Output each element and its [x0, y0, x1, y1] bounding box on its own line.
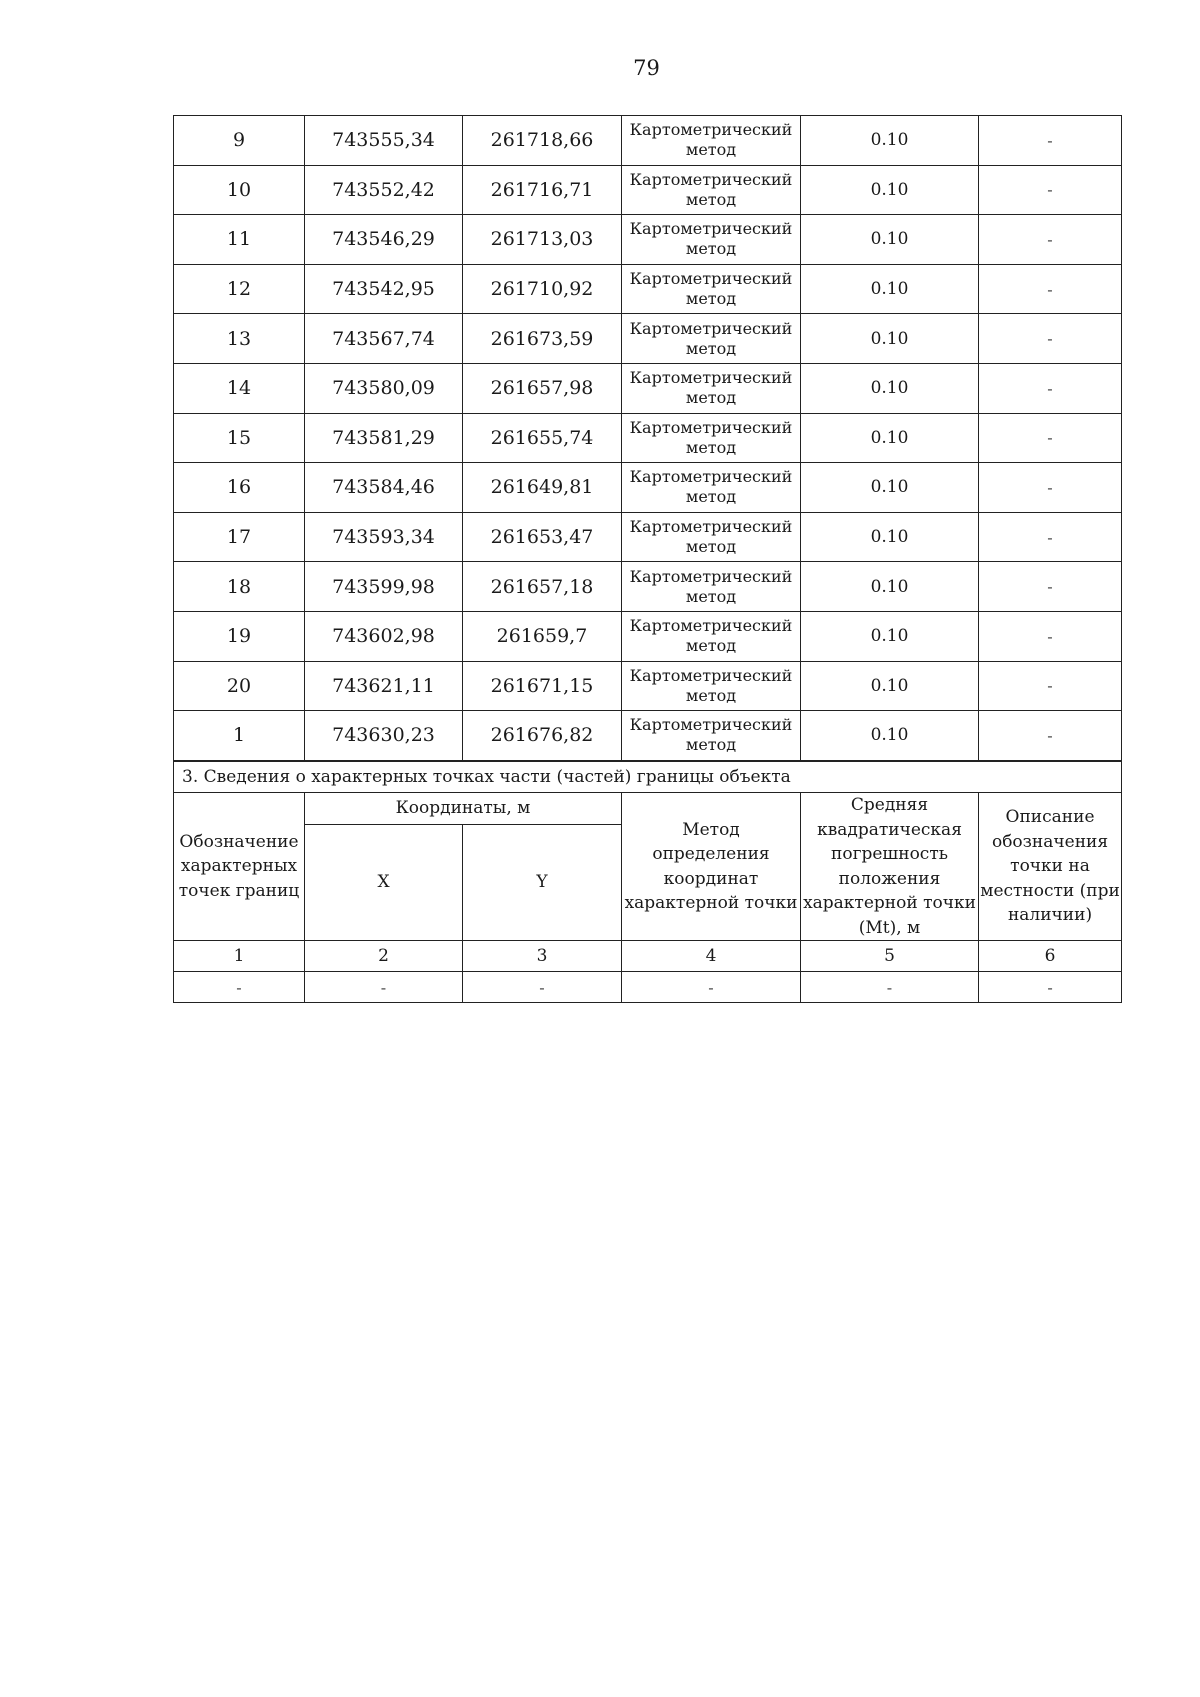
description-cell: - [979, 165, 1122, 215]
coordinate-y: 261710,92 [463, 264, 622, 314]
page-number: 79 [633, 56, 660, 80]
accuracy-cell: 0.10 [801, 314, 979, 364]
point-number: 12 [174, 264, 305, 314]
description-cell: - [979, 611, 1122, 661]
point-number: 19 [174, 611, 305, 661]
point-number: 11 [174, 215, 305, 265]
point-number: 18 [174, 562, 305, 612]
coordinate-x: 743567,74 [305, 314, 463, 364]
table-row [174, 463, 1122, 513]
section3-title-row [174, 762, 1122, 793]
empty-cell: - [463, 972, 622, 1003]
coordinate-x: 743593,34 [305, 512, 463, 562]
point-number: 16 [174, 463, 305, 513]
coordinate-x: 743555,34 [305, 116, 463, 166]
coordinate-y: 261718,66 [463, 116, 622, 166]
point-number: 17 [174, 512, 305, 562]
table-row [174, 314, 1122, 364]
accuracy-cell: 0.10 [801, 215, 979, 265]
accuracy-cell: 0.10 [801, 711, 979, 761]
coordinate-x: 743542,95 [305, 264, 463, 314]
table-row [174, 413, 1122, 463]
table-row [174, 661, 1122, 711]
description-cell: - [979, 215, 1122, 265]
method-cell: Картометрический метод [622, 661, 801, 711]
table-row [174, 264, 1122, 314]
accuracy-cell: 0.10 [801, 562, 979, 612]
boundary-points-table [173, 115, 1122, 761]
method-cell: Картометрический метод [622, 611, 801, 661]
coordinate-y: 261676,82 [463, 711, 622, 761]
table-row [174, 215, 1122, 265]
coordinate-y: 261673,59 [463, 314, 622, 364]
table-row [174, 116, 1122, 166]
point-number: 10 [174, 165, 305, 215]
table-row [174, 611, 1122, 661]
column-numbers-row [174, 941, 1122, 972]
column-number: 6 [979, 941, 1122, 972]
method-cell: Картометрический метод [622, 562, 801, 612]
description-cell: - [979, 264, 1122, 314]
method-cell: Картометрический метод [622, 215, 801, 265]
description-cell: - [979, 463, 1122, 513]
column-number: 2 [305, 941, 463, 972]
coordinate-y: 261649,81 [463, 463, 622, 513]
method-cell: Картометрический метод [622, 264, 801, 314]
column-number: 3 [463, 941, 622, 972]
coordinate-y: 261657,18 [463, 562, 622, 612]
method-cell: Картометрический метод [622, 165, 801, 215]
column-number: 4 [622, 941, 801, 972]
coordinate-y: 261653,47 [463, 512, 622, 562]
method-cell: Картометрический метод [622, 314, 801, 364]
table-row [174, 711, 1122, 761]
header-y: Y [463, 825, 622, 941]
empty-data-row [174, 972, 1122, 1003]
header-method: Метод определения координат характерной точки [622, 793, 801, 941]
empty-cell: - [622, 972, 801, 1003]
coordinate-x: 743584,46 [305, 463, 463, 513]
point-number: 15 [174, 413, 305, 463]
accuracy-cell: 0.10 [801, 512, 979, 562]
method-cell: Картометрический метод [622, 512, 801, 562]
coordinate-y: 261716,71 [463, 165, 622, 215]
coordinate-x: 743581,29 [305, 413, 463, 463]
table-row [174, 165, 1122, 215]
header-description: Описание обозначения точки на местности (при наличии) [979, 793, 1122, 941]
header-coordinates: Координаты, м [305, 793, 622, 825]
description-cell: - [979, 711, 1122, 761]
section3-table [173, 761, 1122, 1003]
accuracy-cell: 0.10 [801, 264, 979, 314]
coordinate-y: 261657,98 [463, 363, 622, 413]
point-number: 9 [174, 116, 305, 166]
method-cell: Картометрический метод [622, 463, 801, 513]
accuracy-cell: 0.10 [801, 463, 979, 513]
coordinate-x: 743621,11 [305, 661, 463, 711]
coordinate-x: 743546,29 [305, 215, 463, 265]
column-number: 5 [801, 941, 979, 972]
empty-cell: - [979, 972, 1122, 1003]
table-row [174, 512, 1122, 562]
empty-cell: - [174, 972, 305, 1003]
accuracy-cell: 0.10 [801, 116, 979, 166]
accuracy-cell: 0.10 [801, 661, 979, 711]
accuracy-cell: 0.10 [801, 611, 979, 661]
coordinate-y: 261659,7 [463, 611, 622, 661]
header-designation: Обозначение характерных точек границ [174, 793, 305, 941]
description-cell: - [979, 413, 1122, 463]
method-cell: Картометрический метод [622, 413, 801, 463]
coordinate-x: 743599,98 [305, 562, 463, 612]
description-cell: - [979, 661, 1122, 711]
section3-title: 3. Сведения о характерных точках части (частей) границы объекта [174, 762, 1122, 793]
header-accuracy: Средняя квадратическая погрешность положения характерной точки (Mt), м [801, 793, 979, 941]
method-cell: Картометрический метод [622, 116, 801, 166]
coordinate-x: 743580,09 [305, 363, 463, 413]
empty-cell: - [305, 972, 463, 1003]
description-cell: - [979, 562, 1122, 612]
method-cell: Картометрический метод [622, 363, 801, 413]
coordinate-y: 261655,74 [463, 413, 622, 463]
method-cell: Картометрический метод [622, 711, 801, 761]
description-cell: - [979, 314, 1122, 364]
table-row [174, 562, 1122, 612]
coordinate-x: 743630,23 [305, 711, 463, 761]
accuracy-cell: 0.10 [801, 413, 979, 463]
description-cell: - [979, 512, 1122, 562]
description-cell: - [979, 363, 1122, 413]
coordinate-y: 261671,15 [463, 661, 622, 711]
accuracy-cell: 0.10 [801, 363, 979, 413]
point-number: 20 [174, 661, 305, 711]
coordinate-x: 743552,42 [305, 165, 463, 215]
point-number: 14 [174, 363, 305, 413]
point-number: 1 [174, 711, 305, 761]
header-x: X [305, 825, 463, 941]
table-row [174, 363, 1122, 413]
coordinate-x: 743602,98 [305, 611, 463, 661]
point-number: 13 [174, 314, 305, 364]
description-cell: - [979, 116, 1122, 166]
coordinate-y: 261713,03 [463, 215, 622, 265]
accuracy-cell: 0.10 [801, 165, 979, 215]
column-number: 1 [174, 941, 305, 972]
empty-cell: - [801, 972, 979, 1003]
